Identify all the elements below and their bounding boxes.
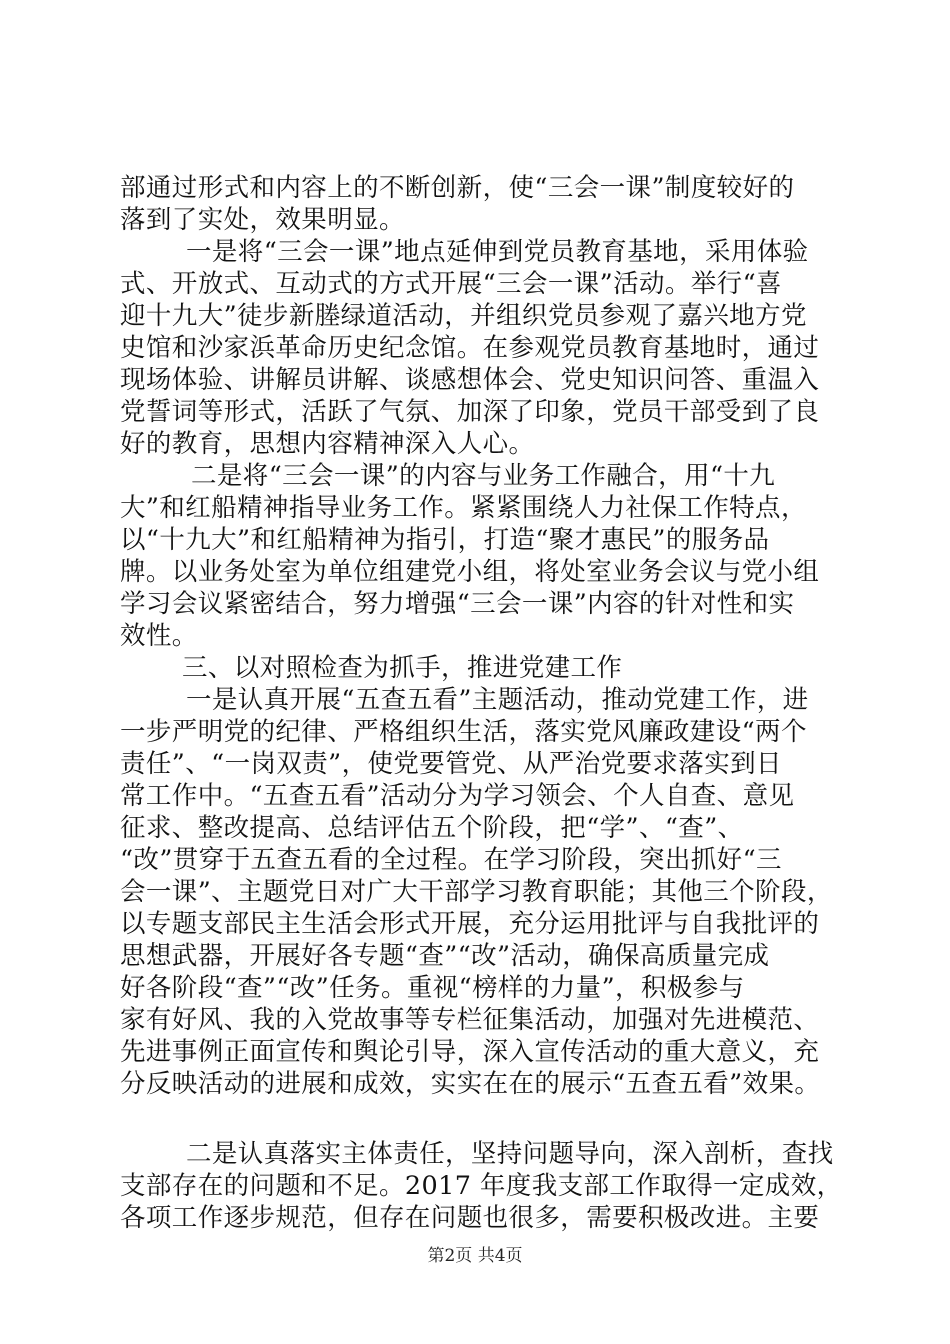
paragraph-line: 好的教育，思想内容精神深入人心。	[120, 429, 535, 459]
paragraph-line: 以“十九大”和红船精神为指引，打造“聚才惠民”的服务品	[120, 525, 770, 555]
paragraph-line: 现场体验、讲解员讲解、谈感想体会、党史知识问答、重温入	[120, 365, 820, 395]
paragraph-line: 一是认真开展“五查五看”主题活动，推动党建工作，进	[186, 685, 809, 715]
paragraph-line: 迎十九大”徒步新塍绿道活动，并组织党员参观了嘉兴地方党	[120, 301, 807, 331]
paragraph-line: 部通过形式和内容上的不断创新，使“三会一课”制度较好的	[120, 173, 795, 203]
paragraph-line: 以专题支部民主生活会形式开展，充分运用批评与自我批评的	[120, 909, 820, 939]
page-number-footer: 第2页 共4页	[427, 1246, 523, 1266]
paragraph-line: 家有好风、我的入党故事等专栏征集活动，加强对先进模范、	[120, 1005, 820, 1035]
paragraph-line: 落到了实处，效果明显。	[120, 205, 405, 235]
paragraph-line: 二是认真落实主体责任，坚持问题导向，深入剖析，查找	[186, 1139, 834, 1169]
paragraph-line: 支部存在的问题和不足。2017 年度我支部工作取得一定成效，	[120, 1171, 843, 1201]
paragraph-line: 各项工作逐步规范，但存在问题也很多，需要积极改进。主要	[120, 1203, 820, 1233]
paragraph-line: 牌。以业务处室为单位组建党小组，将处室业务会议与党小组	[120, 557, 820, 587]
section-heading: 三、以对照检查为抓手，推进党建工作	[182, 653, 623, 683]
paragraph-line: 效性。	[120, 621, 198, 651]
paragraph-line: 责任”、“一岗双责”，使党要管党、从严治党要求落实到日	[120, 749, 782, 779]
paragraph-line: 式、开放式、互动式的方式开展“三会一课”活动。举行“喜	[120, 269, 782, 299]
paragraph-line: 好各阶段“查”“改”任务。重视“榜样的力量”，积极参与	[120, 973, 745, 1003]
paragraph-line: 大”和红船精神指导业务工作。紧紧围绕人力社保工作特点，	[120, 493, 807, 523]
paragraph-line: 分反映活动的进展和成效，实实在在的展示“五查五看”效果。	[120, 1069, 821, 1099]
document-body	[120, 172, 843, 1234]
paragraph-line: “改”贯穿于五查五看的全过程。在学习阶段，突出抓好“三	[120, 845, 782, 875]
paragraph-line: 征求、整改提高、总结评估五个阶段，把“学”、“查”、	[120, 813, 744, 843]
paragraph-gap	[120, 1100, 832, 1138]
paragraph-line: 史馆和沙家浜革命历史纪念馆。在参观党员教育基地时，通过	[120, 333, 820, 363]
paragraph-line: 一步严明党的纪律、严格组织生活，落实党风廉政建设“两个	[120, 717, 807, 747]
paragraph-line: 学习会议紧密结合，努力增强“三会一课”内容的针对性和实	[120, 589, 795, 619]
paragraph-line: 先进事例正面宣传和舆论引导，深入宣传活动的重大意义，充	[120, 1037, 820, 1067]
paragraph-line: 一是将“三会一课”地点延伸到党员教育基地，采用体验	[186, 237, 809, 267]
paragraph-line: 二是将“三会一课”的内容与业务工作融合，用“十九	[191, 461, 776, 491]
paragraph-line: 党誓词等形式，活跃了气氛、加深了印象，党员干部受到了良	[120, 397, 820, 427]
paragraph-line: 会一课”、主题党日对广大干部学习教育职能；其他三个阶段，	[120, 877, 833, 907]
paragraph-line: 常工作中。“五查五看”活动分为学习领会、个人自查、意见	[120, 781, 795, 811]
paragraph-line: 思想武器，开展好各专题“查”“改”活动，确保高质量完成	[120, 941, 770, 971]
